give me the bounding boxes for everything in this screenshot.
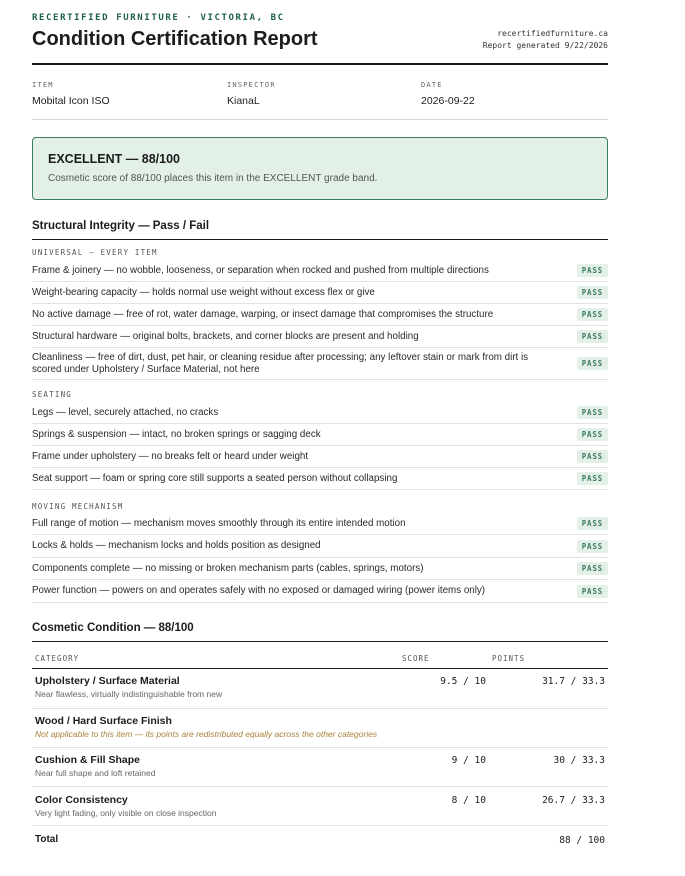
category-note: Near flawless, virtually indistinguishable from new xyxy=(35,689,223,699)
criterion-text: No active damage — free of rot, water damage, warping, or insect damage that compromises the structure xyxy=(32,308,494,320)
grade-title: EXCELLENT — 88/100 xyxy=(48,152,180,166)
criterion-row xyxy=(32,348,608,380)
criterion-row xyxy=(32,260,608,282)
meta-date-label: DATE xyxy=(421,81,443,89)
meta-inspector-label: INSPECTOR xyxy=(227,81,276,89)
pass-badge: PASS xyxy=(577,428,608,441)
company-kicker: RECERTIFIED FURNITURE · VICTORIA, BC xyxy=(32,13,285,23)
col-points: POINTS xyxy=(492,654,526,663)
grade-banner xyxy=(32,137,608,200)
pass-badge: PASS xyxy=(577,472,608,485)
total-value: 88 / 100 xyxy=(559,835,605,846)
criterion-row xyxy=(32,468,608,490)
criterion-text: Springs & suspension — intact, no broken springs or sagging deck xyxy=(32,428,321,440)
site-url: recertifiedfurniture.ca xyxy=(497,29,608,38)
cosmetic-section-title: Cosmetic Condition — 88/100 xyxy=(32,622,608,642)
col-score: SCORE xyxy=(402,654,430,663)
criterion-row xyxy=(32,580,608,603)
category-score: 9.5 / 10 xyxy=(440,676,486,687)
criterion-text: Weight-bearing capacity — holds normal use weight without excess flex or give xyxy=(32,286,375,298)
pass-badge: PASS xyxy=(577,517,608,530)
category-note: Near full shape and loft retained xyxy=(35,768,156,778)
pass-badge: PASS xyxy=(577,450,608,463)
meta-item xyxy=(32,81,110,107)
structural-section-title: Structural Integrity — Pass / Fail xyxy=(32,220,608,240)
category-points: 26.7 / 33.3 xyxy=(542,795,605,806)
category-note: Very light fading, only visible on close inspection xyxy=(35,808,217,818)
pass-badge: PASS xyxy=(577,286,608,299)
criterion-text: Frame & joinery — no wobble, looseness, or separation when rocked and pushed from multiple directions xyxy=(32,264,489,276)
group-label-seating: SEATING xyxy=(32,390,73,399)
category-note: Not applicable to this item — its points are redistributed equally across the other categories xyxy=(35,729,378,739)
criterion-text: Frame under upholstery — no breaks felt or heard under weight xyxy=(32,450,309,462)
category-score: 8 / 10 xyxy=(451,795,486,806)
pass-badge: PASS xyxy=(577,330,608,343)
meta-item-value: Mobital Icon ISO xyxy=(32,95,110,107)
criterion-text: Locks & holds — mechanism locks and holds position as designed xyxy=(32,540,321,552)
category-name: Color Consistency xyxy=(35,794,128,806)
group-label-mechanism: MOVING MECHANISM xyxy=(32,502,124,511)
total-label: Total xyxy=(35,834,59,845)
criterion-text: Cleanliness — free of dirt, dust, pet hair, or cleaning residue after processing; any leftover stain or mark from dirt is scored under Upholstery / Surface Material, not here xyxy=(32,352,529,375)
pass-badge: PASS xyxy=(577,562,608,575)
criterion-row xyxy=(32,446,608,468)
criterion-text: Power function — powers on and operates safely with no exposed or damaged wiring (power items only) xyxy=(32,585,486,597)
cosmetic-row xyxy=(32,669,608,709)
meta-item-label: ITEM xyxy=(32,81,54,89)
pass-badge: PASS xyxy=(577,357,608,370)
cosmetic-table-header xyxy=(32,654,608,669)
group-label-universal: UNIVERSAL — EVERY ITEM xyxy=(32,248,158,257)
category-points: 31.7 / 33.3 xyxy=(542,676,605,687)
grade-description: Cosmetic score of 88/100 places this item in the EXCELLENT grade band. xyxy=(48,173,378,184)
criterion-text: Full range of motion — mechanism moves smoothly through its entire intended motion xyxy=(32,517,406,529)
meta-date xyxy=(421,81,475,107)
criterion-row xyxy=(32,402,608,424)
category-name: Cushion & Fill Shape xyxy=(35,754,141,766)
criterion-row xyxy=(32,326,608,348)
criterion-row xyxy=(32,558,608,580)
criterion-row xyxy=(32,282,608,304)
generated-date: Report generated 9/22/2026 xyxy=(482,41,608,50)
page-title: Condition Certification Report xyxy=(32,28,318,50)
category-points: 30 / 33.3 xyxy=(553,755,605,766)
meta-inspector-value: KianaL xyxy=(227,95,260,107)
criterion-text: Seat support — foam or spring core still supports a seated person without collapsing xyxy=(32,472,398,484)
meta-date-value: 2026-09-22 xyxy=(421,95,475,107)
category-score: 9 / 10 xyxy=(451,755,486,766)
criterion-text: Components complete — no missing or broken mechanism parts (cables, springs, motors) xyxy=(32,562,424,574)
cosmetic-row xyxy=(32,748,608,787)
pass-badge: PASS xyxy=(577,585,608,598)
meta-divider xyxy=(32,119,608,120)
pass-badge: PASS xyxy=(577,308,608,321)
pass-badge: PASS xyxy=(577,540,608,553)
pass-badge: PASS xyxy=(577,406,608,419)
col-category: CATEGORY xyxy=(35,654,80,663)
cosmetic-row xyxy=(32,709,608,748)
report-source xyxy=(483,28,608,52)
criterion-text: Structural hardware — original bolts, brackets, and corner blocks are present and holding xyxy=(32,330,419,342)
criterion-row xyxy=(32,424,608,446)
category-name: Wood / Hard Surface Finish xyxy=(35,715,172,727)
criterion-row xyxy=(32,513,608,535)
criterion-row xyxy=(32,304,608,326)
criterion-text: Legs — level, securely attached, no cracks xyxy=(32,406,219,418)
pass-badge: PASS xyxy=(577,264,608,277)
category-name: Upholstery / Surface Material xyxy=(35,675,180,687)
criterion-row xyxy=(32,535,608,558)
meta-inspector xyxy=(227,81,276,107)
cosmetic-row xyxy=(32,787,608,826)
header-divider xyxy=(32,63,608,65)
